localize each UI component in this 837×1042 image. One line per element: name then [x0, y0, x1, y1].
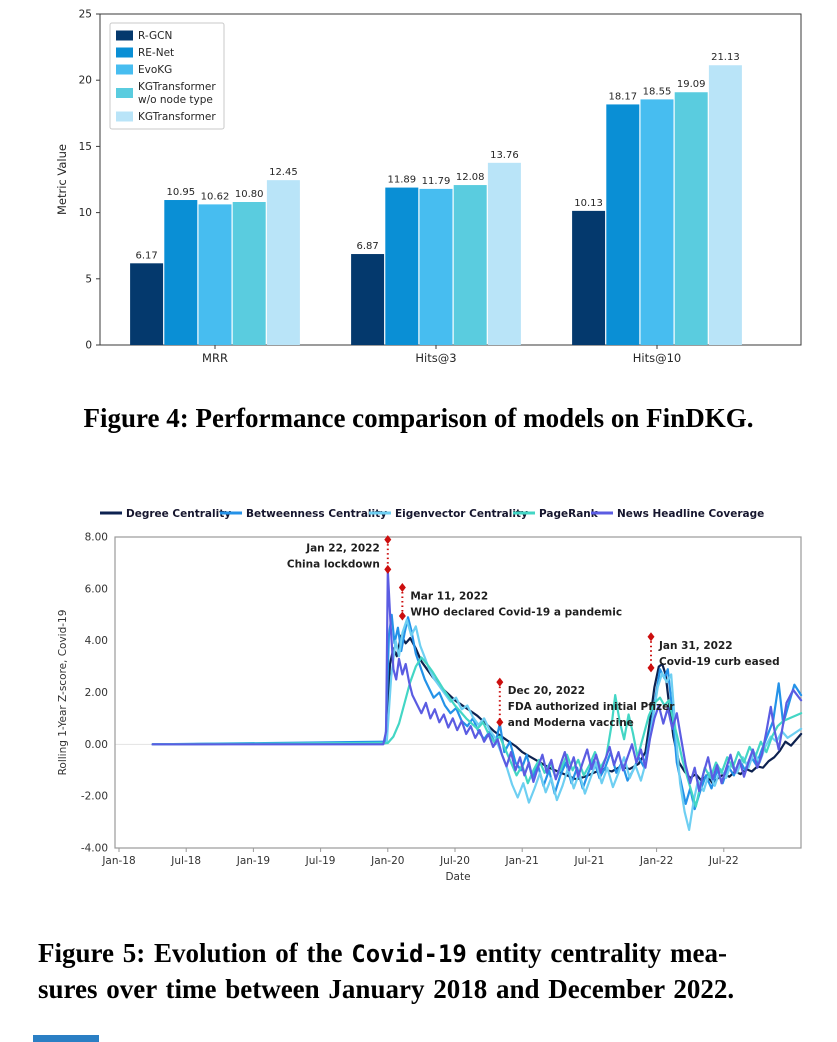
fig5-legend-label: PageRank [539, 508, 598, 520]
fig4-ytick-label: 15 [78, 140, 92, 153]
fig5-y-axis-label: Rolling 1-Year Z-score, Covid-19 [57, 609, 69, 776]
annotation-text: China lockdown [286, 558, 380, 571]
figure5-line-chart [0, 490, 837, 890]
figure5-caption-covid19-mono: Covid-19 [351, 940, 467, 968]
bar-r-gcn-mrr [130, 263, 163, 345]
fig5-legend-label: Betweenness Centrality [246, 508, 387, 520]
fig5-ytick-label: 4.00 [84, 635, 108, 648]
fig5-xtick-label: Jul-20 [440, 855, 470, 867]
bar-value-label: 6.87 [356, 241, 379, 253]
bar-value-label: 18.55 [642, 86, 672, 98]
fig5-legend-label: News Headline Coverage [617, 508, 765, 520]
fig5-xtick-label: Jan-19 [236, 855, 271, 867]
bar-re-net-hits-10 [606, 104, 639, 345]
fig5-ytick-label: 2.00 [84, 687, 108, 699]
legend-swatch-4 [116, 112, 133, 122]
fig4-ytick-label: 0 [85, 339, 92, 352]
fig5-legend-label: Degree Centrality [126, 508, 232, 520]
bar-value-label: 10.95 [166, 187, 196, 199]
bar-evokg-mrr [199, 204, 232, 345]
bar-value-label: 11.79 [421, 175, 451, 187]
legend-swatch-2 [116, 65, 133, 75]
annotation-marker-icon [399, 612, 406, 621]
annotation-text: and Moderna vaccine [507, 717, 634, 730]
fig5-ytick-label: 0.00 [84, 738, 108, 751]
fig5-xtick-label: Jul-19 [305, 855, 336, 867]
fig4-legend-label: KGTransformer [138, 111, 216, 123]
bar-value-label: 19.09 [676, 79, 706, 91]
event-annotation-1 [402, 588, 622, 619]
bar-value-label: 10.62 [200, 191, 230, 203]
fig4-legend-label: KGTransformer [138, 81, 216, 93]
annotation-marker-icon [496, 678, 503, 687]
fig4-legend-label: RE-Net [138, 47, 175, 59]
bar-kgtransformer-hits-10 [709, 65, 742, 345]
annotation-marker-icon [496, 718, 503, 727]
fig4-legend-label: w/o node type [138, 94, 213, 106]
annotation-marker-icon [384, 565, 391, 574]
annotation-text: Covid-19 curb eased [659, 655, 780, 668]
bar-value-label: 12.45 [269, 167, 298, 179]
bar-re-net-hits-3 [385, 188, 418, 345]
fig5-xtick-label: Jul-21 [574, 855, 605, 867]
fig5-ytick-label: 6.00 [84, 583, 108, 596]
fig5-ytick-label: -4.00 [80, 842, 108, 855]
figure4-bar-chart [0, 0, 837, 378]
bar-value-label: 21.13 [711, 52, 740, 64]
annotation-marker-icon [648, 663, 655, 672]
figure5-caption-line1-post: entity centrality mea- [466, 938, 727, 968]
figure5-caption [38, 936, 804, 1007]
fig4-ytick-label: 10 [78, 207, 92, 220]
bar-kgtransformer-w-o-node-type-hits-10 [675, 92, 708, 345]
fig4-category-label: Hits@3 [415, 351, 457, 365]
fig4-ytick-label: 20 [78, 74, 92, 87]
legend-swatch-3 [116, 88, 133, 98]
fig5-xtick-label: Jul-22 [708, 855, 739, 867]
bar-value-label: 10.13 [574, 197, 603, 209]
bar-value-label: 13.76 [490, 149, 519, 161]
bar-r-gcn-hits-10 [572, 211, 605, 345]
fig5-xtick-label: Jul-18 [171, 855, 202, 867]
bar-kgtransformer-w-o-node-type-mrr [233, 202, 266, 345]
fig4-legend-label: EvoKG [138, 64, 173, 76]
annotation-text: Jan 31, 2022 [659, 639, 733, 652]
bar-kgtransformer-w-o-node-type-hits-3 [454, 185, 487, 345]
annotation-text: WHO declared Covid-19 a pandemic [410, 606, 623, 619]
figure5-caption-pre: Figure 5: Evolution of the [38, 938, 352, 968]
fig5-x-axis-label: Date [445, 871, 471, 883]
bar-kgtransformer-hits-3 [488, 163, 521, 345]
bar-evokg-hits-10 [641, 99, 674, 345]
fig5-ytick-label: -2.00 [80, 790, 108, 803]
bar-evokg-hits-3 [420, 189, 453, 345]
bar-value-label: 18.17 [608, 91, 638, 103]
fig5-legend-label: Eigenvector Centrality [395, 508, 528, 520]
figure4-caption: Figure 4: Performance comparison of models on FinDKG. [83, 403, 754, 433]
fig5-xtick-label: Jan-21 [505, 855, 539, 867]
legend-swatch-1 [116, 48, 133, 58]
fig5-xtick-label: Jan-22 [639, 855, 674, 867]
annotation-text: FDA authorized initial Pfizer [507, 701, 675, 714]
event-annotation-3 [651, 637, 780, 668]
fig5-ytick-label: 8.00 [84, 531, 108, 544]
bar-value-label: 12.08 [455, 172, 485, 184]
bar-value-label: 10.80 [234, 189, 264, 201]
annotation-text: Jan 22, 2022 [306, 542, 380, 555]
bar-value-label: 6.17 [135, 250, 158, 262]
annotation-marker-icon [399, 583, 406, 592]
fig5-xtick-label: Jan-18 [102, 855, 136, 867]
fig4-legend-label: R-GCN [138, 30, 173, 42]
event-annotation-0 [287, 540, 388, 571]
bar-r-gcn-hits-3 [351, 254, 384, 345]
legend-swatch-0 [116, 31, 133, 41]
bar-re-net-mrr [164, 200, 197, 345]
fig4-category-label: MRR [202, 351, 228, 365]
partial-element-blue-strip [33, 1035, 99, 1042]
figure5-caption-line2: sures over time between January 2018 and December 2022. [38, 974, 735, 1004]
annotation-text: Mar 11, 2022 [410, 590, 489, 603]
fig4-y-axis-label: Metric Value [55, 144, 69, 215]
fig4-category-label: Hits@10 [632, 351, 682, 365]
annotation-text: Dec 20, 2022 [507, 685, 586, 698]
fig5-xtick-label: Jan-20 [371, 855, 405, 867]
fig4-ytick-label: 25 [78, 8, 92, 21]
bar-value-label: 11.89 [387, 174, 417, 186]
bar-kgtransformer-mrr [267, 180, 300, 345]
fig4-ytick-label: 5 [85, 273, 92, 286]
annotation-marker-icon [648, 632, 655, 641]
series-line-news-headline-coverage [153, 571, 802, 791]
